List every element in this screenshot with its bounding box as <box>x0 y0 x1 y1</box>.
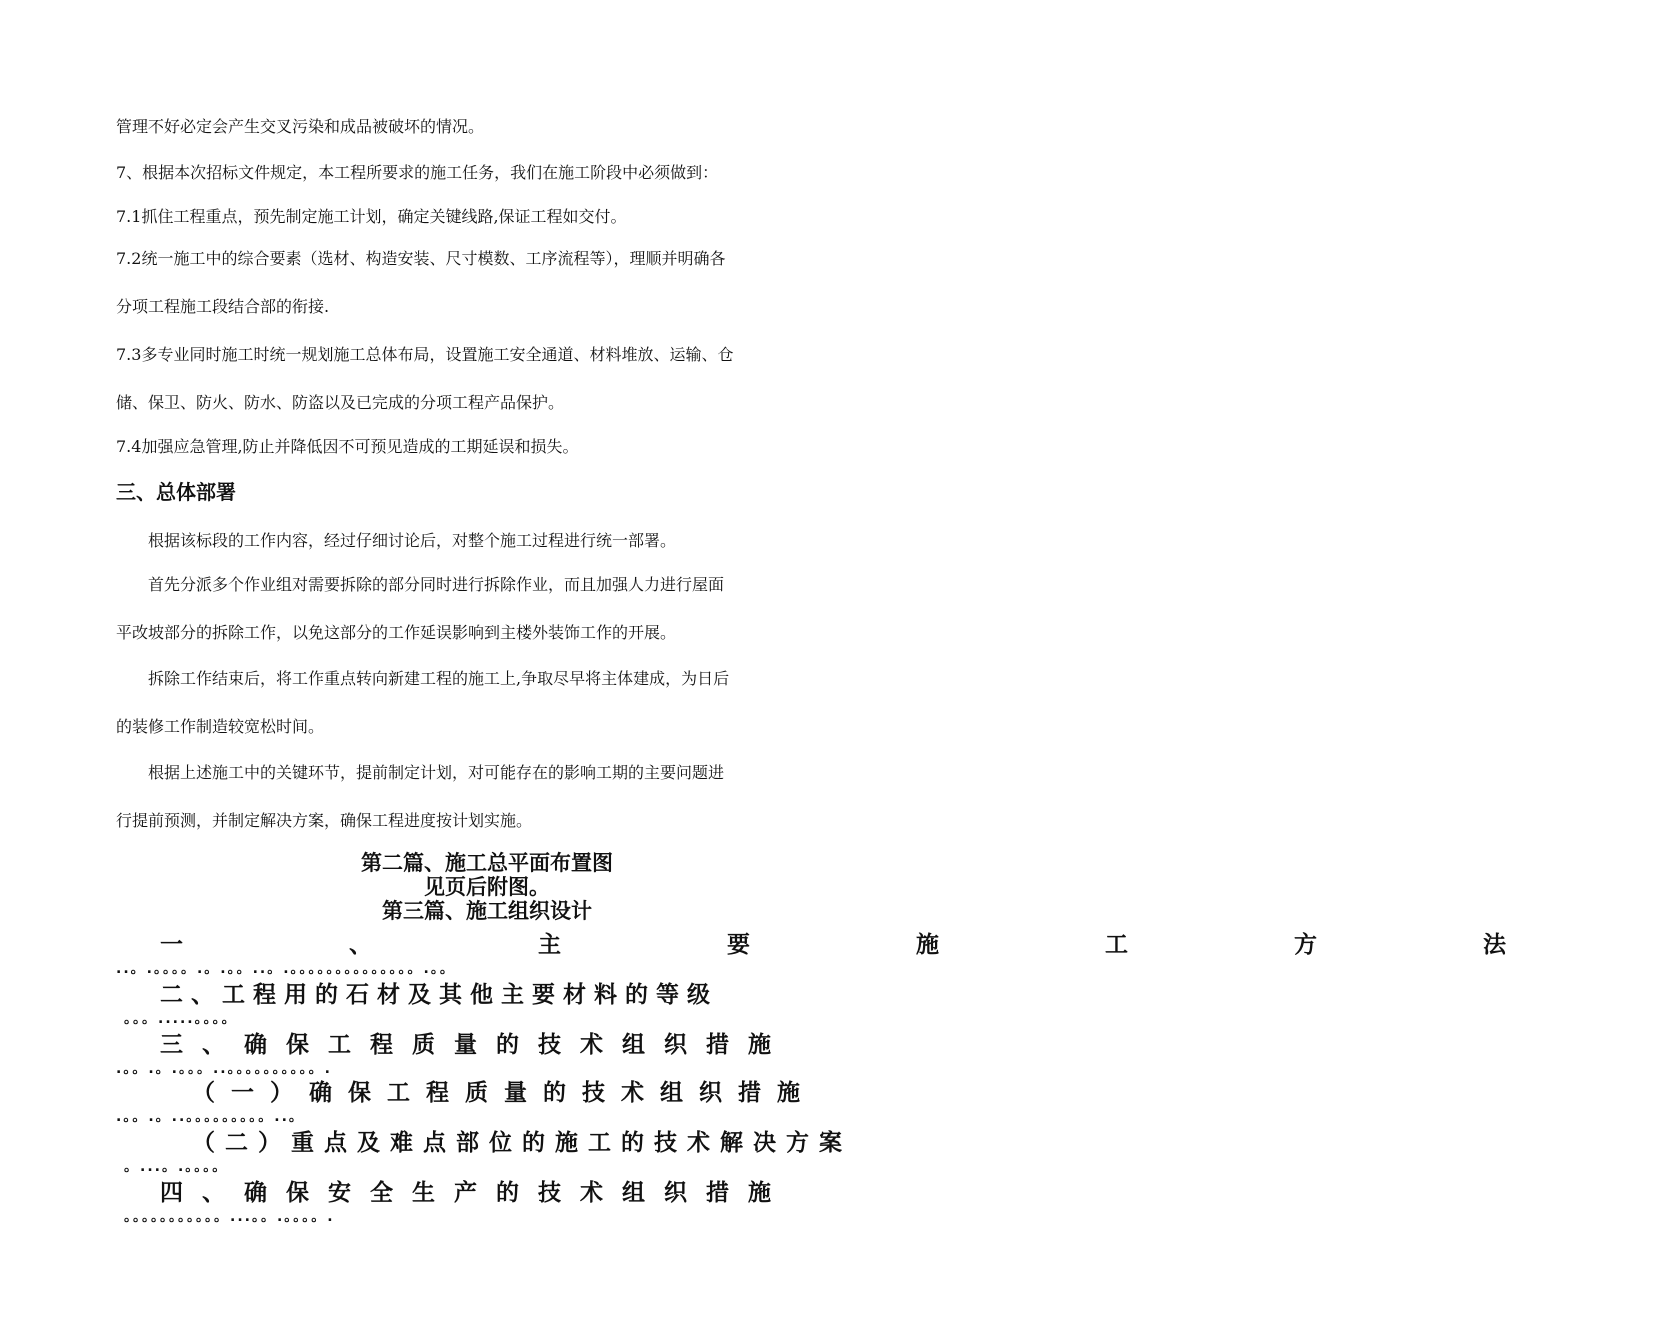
part-title: 第二篇、施工总平面布置图 <box>361 851 613 875</box>
body-line: 行提前预测，并制定解决方案，确保工程进度按计划实施。 <box>116 811 533 830</box>
body-line: 根据该标段的工作内容，经过仔细讨论后，对整个施工过程进行统一部署。 <box>148 531 677 550</box>
part-note: 见页后附图。 <box>424 875 550 899</box>
paragraph-line: 分项工程施工段结合部的衔接. <box>116 297 330 316</box>
part-title: 第三篇、施工组织设计 <box>382 899 592 923</box>
paragraph-line: 7、根据本次招标文件规定，本工程所要求的施工任务，我们在施工阶段中必须做到： <box>116 163 719 182</box>
paragraph-line: 7.3多专业同时施工时统一规划施工总体布局，设置施工安全通道、材料堆放、运输、仓 <box>116 345 734 364</box>
body-line: 根据上述施工中的关键环节，提前制定计划，对可能存在的影响工期的主要问题进 <box>148 763 725 782</box>
toc-leader-dots: .。。.。..。。。。。。。。。..。 <box>116 1109 305 1125</box>
paragraph-line: 7.1抓住工程重点，预先制定施工计划，确定关键线路,保证工程如交付。 <box>116 207 627 226</box>
toc-entry[interactable]: 三、确保工程质量的技术组织措施 <box>160 1032 790 1058</box>
body-line: 拆除工作结束后，将工作重点转向新建工程的施工上,争取尽早将主体建成，为日后 <box>148 669 730 688</box>
paragraph-line: 7.4加强应急管理,防止并降低因不可预见造成的工期延误和损失。 <box>116 437 579 456</box>
paragraph-line: 管理不好必定会产生交叉污染和成品被破坏的情况。 <box>116 117 485 136</box>
toc-entry[interactable]: 四、确保安全生产的技术组织措施 <box>160 1180 790 1206</box>
toc-leader-dots: .。。.。.。。。..。。。。。。。。。。. <box>116 1061 332 1077</box>
body-line: 首先分派多个作业组对需要拆除的部分同时进行拆除作业，而且加强人力进行屋面 <box>148 575 725 594</box>
section-heading: 三、总体部署 <box>116 480 236 504</box>
body-line: 的装修工作制造较宽松时间。 <box>116 717 325 736</box>
toc-leader-dots: ..。.。。。。.。.。。..。.。。。。。。。。。。。。。。.。。 <box>116 961 456 977</box>
paragraph-line: 7.2统一施工中的综合要素（选材、构造安装、尺寸模数、工序流程等），理顺并明确各 <box>116 249 726 268</box>
toc-entry[interactable]: 一、主要施工方法 <box>160 932 1672 958</box>
body-line: 平改坡部分的拆除工作，以免这部分的工作延误影响到主楼外装饰工作的开展。 <box>116 623 677 642</box>
toc-entry[interactable]: （二）重点及难点部位的施工的技术解决方案 <box>192 1130 852 1156</box>
paragraph-line: 储、保卫、防火、防水、防盗以及已完成的分项工程产品保护。 <box>116 393 565 412</box>
toc-entry[interactable]: （一）确保工程质量的技术组织措施 <box>192 1080 816 1106</box>
toc-leader-dots: 。。。。。。。。。。。...。。.。。。。. <box>124 1209 335 1225</box>
toc-leader-dots: 。...。.。。。。 <box>124 1159 229 1175</box>
toc-entry[interactable]: 二、工程用的石材及其他主要材料的等级 <box>160 982 718 1008</box>
toc-leader-dots: 。。。.....。。。。 <box>124 1011 238 1027</box>
